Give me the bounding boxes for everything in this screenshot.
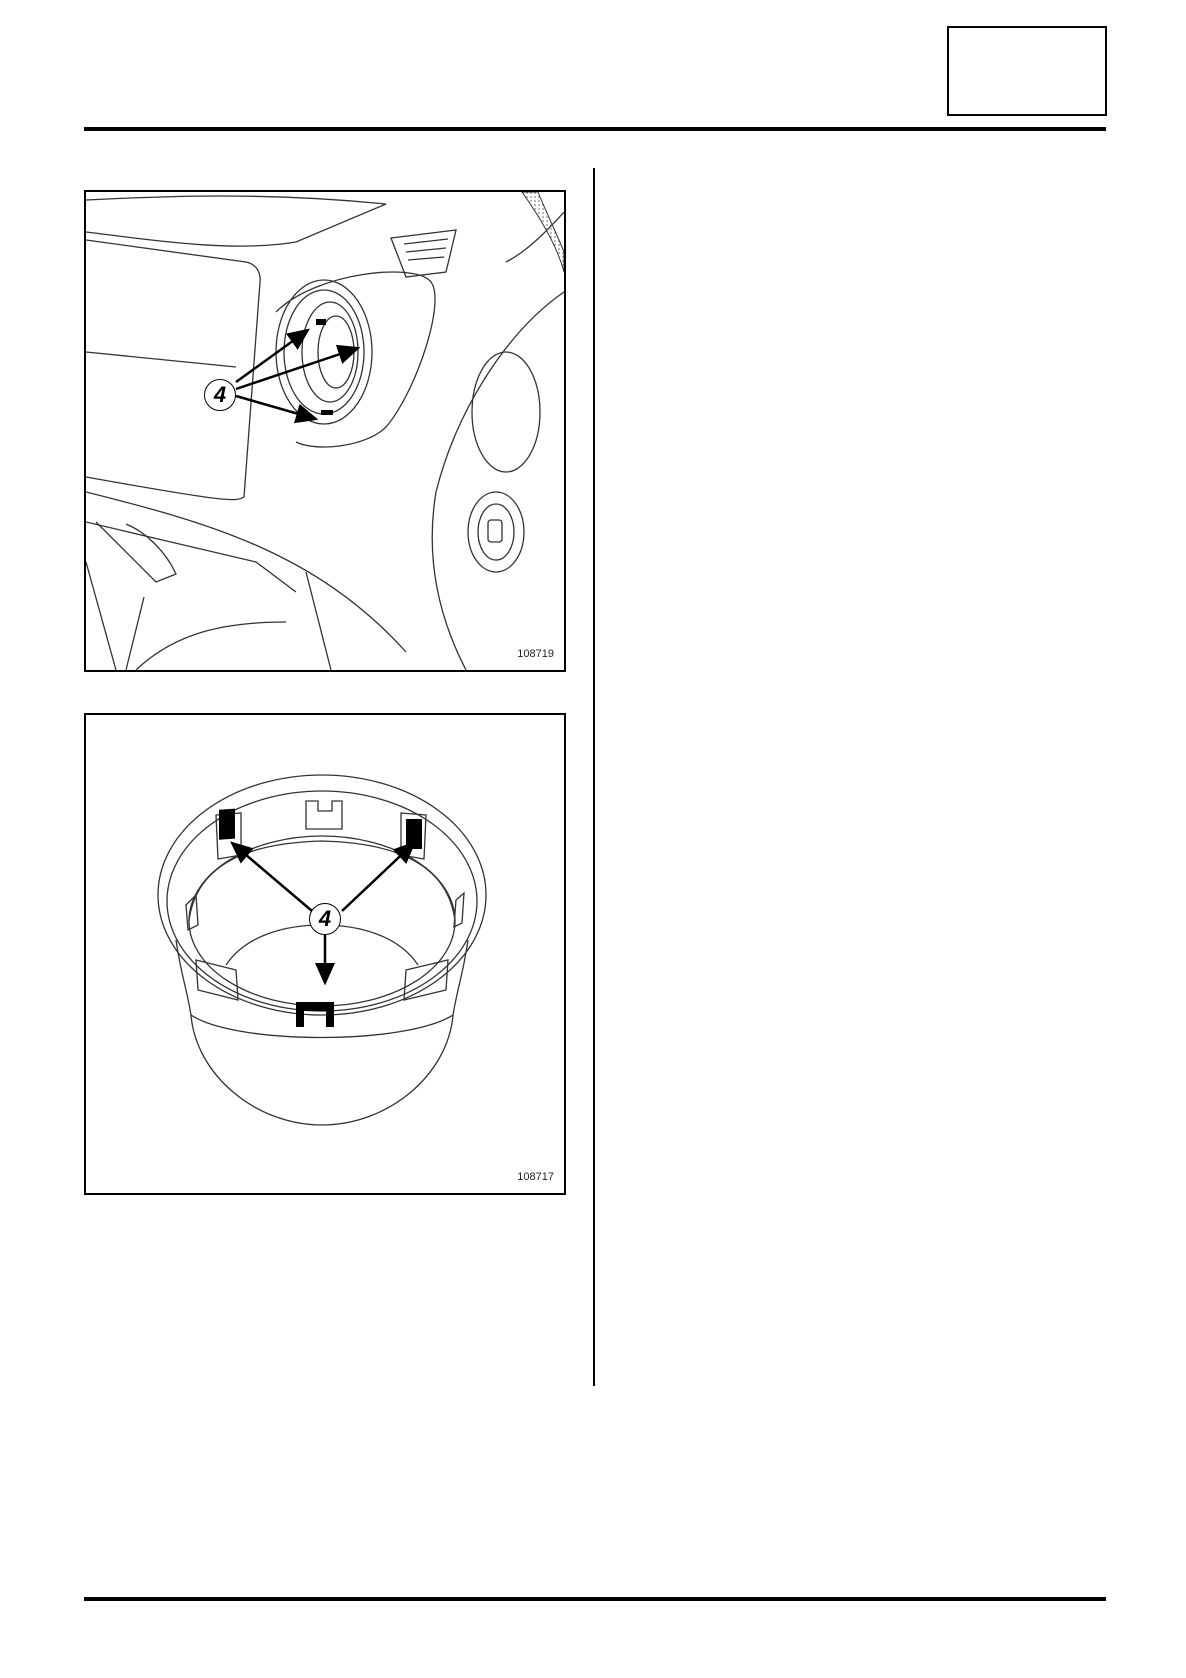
vent-ring-illustration [86,715,564,1193]
page-number-box [947,26,1107,116]
figure-reference: 108719 [517,648,554,660]
dashboard-air-vent-illustration [86,192,564,670]
callout-4: 4 [204,379,236,411]
figure-vent-ring [84,713,566,1195]
footer-rule [84,1597,1106,1601]
figure-dashboard-vent [84,190,566,672]
figure-reference: 108717 [517,1171,554,1183]
callout-4: 4 [309,903,341,935]
header-rule [84,127,1106,131]
column-divider [593,168,595,1386]
